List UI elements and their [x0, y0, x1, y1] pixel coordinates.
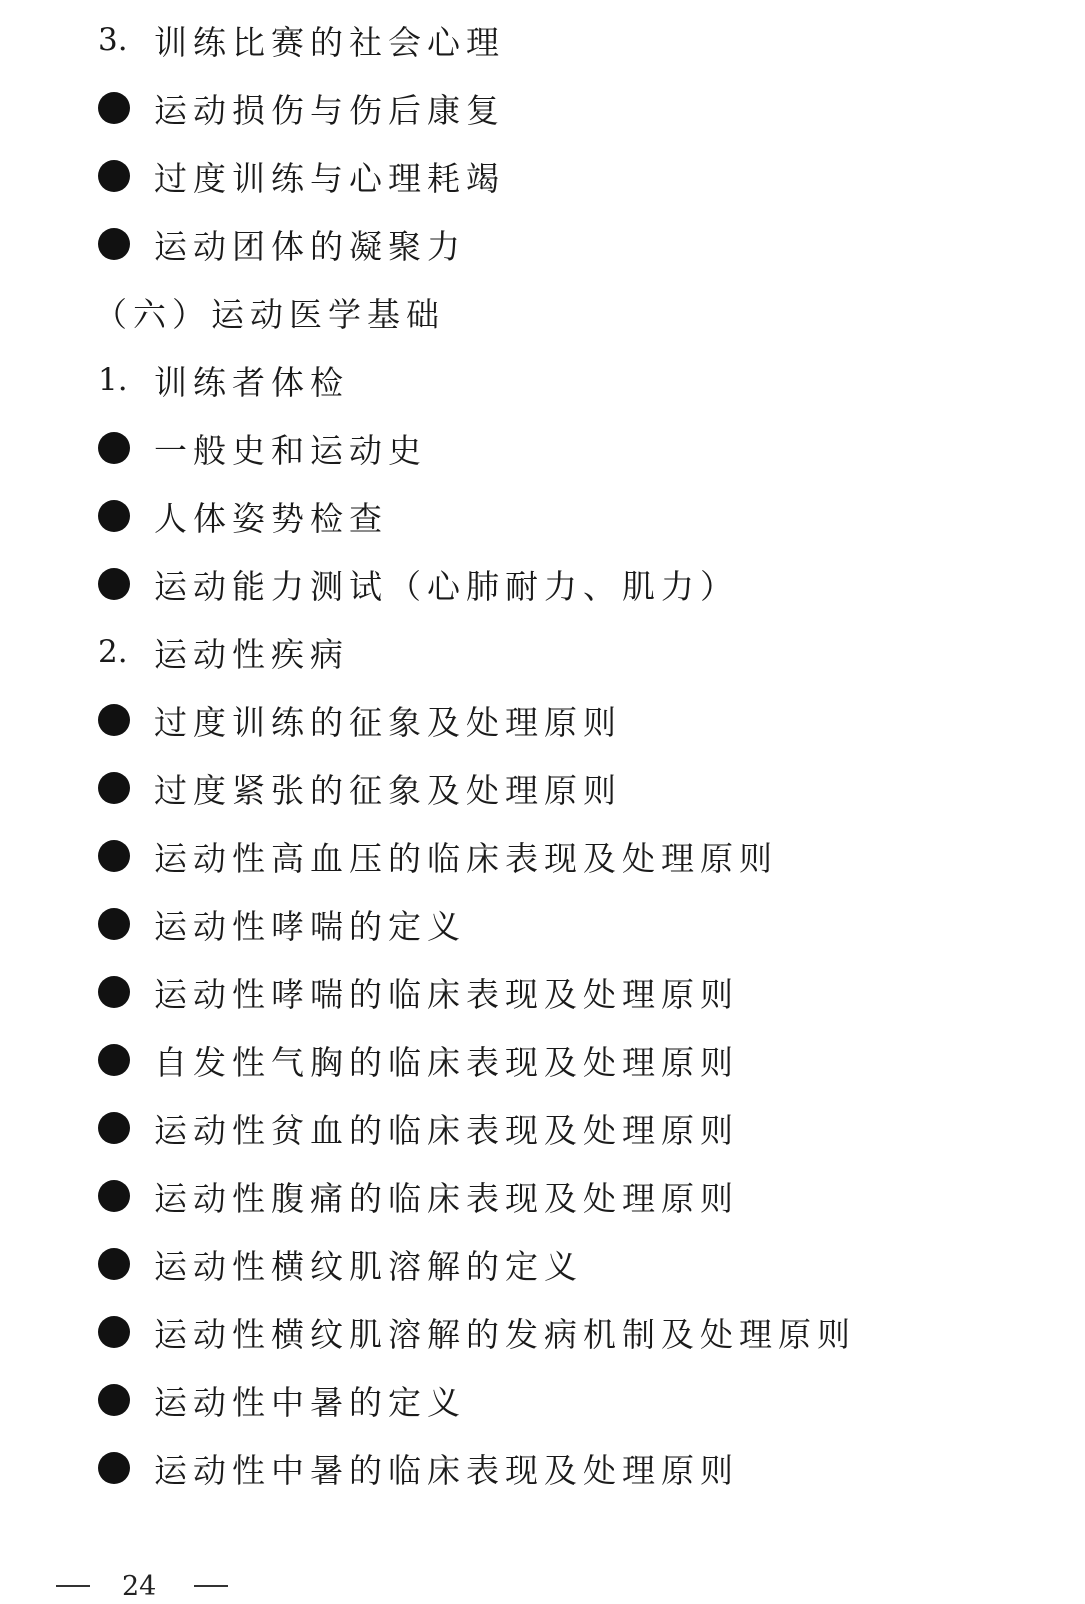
item-text: 运动性中暑的定义: [154, 1382, 466, 1422]
bullet-item: [98, 764, 622, 812]
bullet-icon: [98, 1112, 130, 1144]
bullet-icon: [98, 840, 130, 872]
bullet-item: [98, 1376, 466, 1424]
bullet-icon: [98, 432, 130, 464]
bullet-item: [98, 1036, 739, 1084]
page-number: 24: [122, 1570, 157, 1602]
bullet-icon: [98, 568, 130, 600]
bullet-icon: [98, 228, 130, 260]
section-heading: [94, 288, 445, 336]
bullet-item: [98, 220, 466, 268]
bullet-item: [98, 968, 739, 1016]
bullet-item: [98, 424, 427, 472]
item-text: 过度训练的征象及处理原则: [154, 702, 622, 742]
bullet-icon: [98, 92, 130, 124]
section-heading-text: （六）运动医学基础: [94, 294, 445, 334]
bullet-icon: [98, 160, 130, 192]
item-number: 1.: [98, 362, 128, 398]
item-text: 运动性贫血的临床表现及处理原则: [154, 1110, 739, 1150]
bullet-icon: [98, 1248, 130, 1280]
item-text: 人体姿势检查: [154, 498, 388, 538]
item-number: 3.: [98, 22, 128, 58]
bullet-icon: [98, 704, 130, 736]
item-text: 运动损伤与伤后康复: [154, 90, 505, 130]
bullet-item: [98, 152, 505, 200]
item-text: 过度训练与心理耗竭: [154, 158, 505, 198]
item-text: 运动性哮喘的定义: [154, 906, 466, 946]
bullet-icon: [98, 1316, 130, 1348]
bullet-icon: [98, 772, 130, 804]
footer-dash-right: [194, 1585, 228, 1587]
bullet-icon: [98, 1044, 130, 1076]
bullet-item: [98, 1172, 739, 1220]
item-text: 训练者体检: [154, 362, 349, 402]
bullet-icon: [98, 1384, 130, 1416]
bullet-item: [98, 560, 739, 608]
item-text: 一般史和运动史: [154, 430, 427, 470]
bullet-item: [98, 84, 505, 132]
item-text: 运动能力测试（心肺耐力、肌力）: [154, 566, 739, 606]
bullet-icon: [98, 1452, 130, 1484]
bullet-icon: [98, 976, 130, 1008]
bullet-item: [98, 900, 466, 948]
bullet-item: [98, 1444, 739, 1492]
numbered-item: [98, 16, 505, 64]
bullet-item: [98, 1104, 739, 1152]
page-footer: [56, 1568, 228, 1604]
bullet-icon: [98, 1180, 130, 1212]
item-number: 2.: [98, 634, 128, 670]
item-text: 运动性腹痛的临床表现及处理原则: [154, 1178, 739, 1218]
numbered-item: [98, 628, 349, 676]
item-text: 过度紧张的征象及处理原则: [154, 770, 622, 810]
item-text: 运动团体的凝聚力: [154, 226, 466, 266]
item-text: 运动性横纹肌溶解的发病机制及处理原则: [154, 1314, 856, 1354]
footer-dash-left: [56, 1585, 90, 1587]
item-text: 运动性高血压的临床表现及处理原则: [154, 838, 778, 878]
item-text: 训练比赛的社会心理: [154, 22, 505, 62]
numbered-item: [98, 356, 349, 404]
item-text: 自发性气胸的临床表现及处理原则: [154, 1042, 739, 1082]
bullet-item: [98, 696, 622, 744]
bullet-item: [98, 492, 388, 540]
bullet-icon: [98, 908, 130, 940]
item-text: 运动性哮喘的临床表现及处理原则: [154, 974, 739, 1014]
item-text: 运动性疾病: [154, 634, 349, 674]
item-text: 运动性中暑的临床表现及处理原则: [154, 1450, 739, 1490]
bullet-item: [98, 1308, 856, 1356]
bullet-icon: [98, 500, 130, 532]
bullet-item: [98, 832, 778, 880]
item-text: 运动性横纹肌溶解的定义: [154, 1246, 583, 1286]
bullet-item: [98, 1240, 583, 1288]
